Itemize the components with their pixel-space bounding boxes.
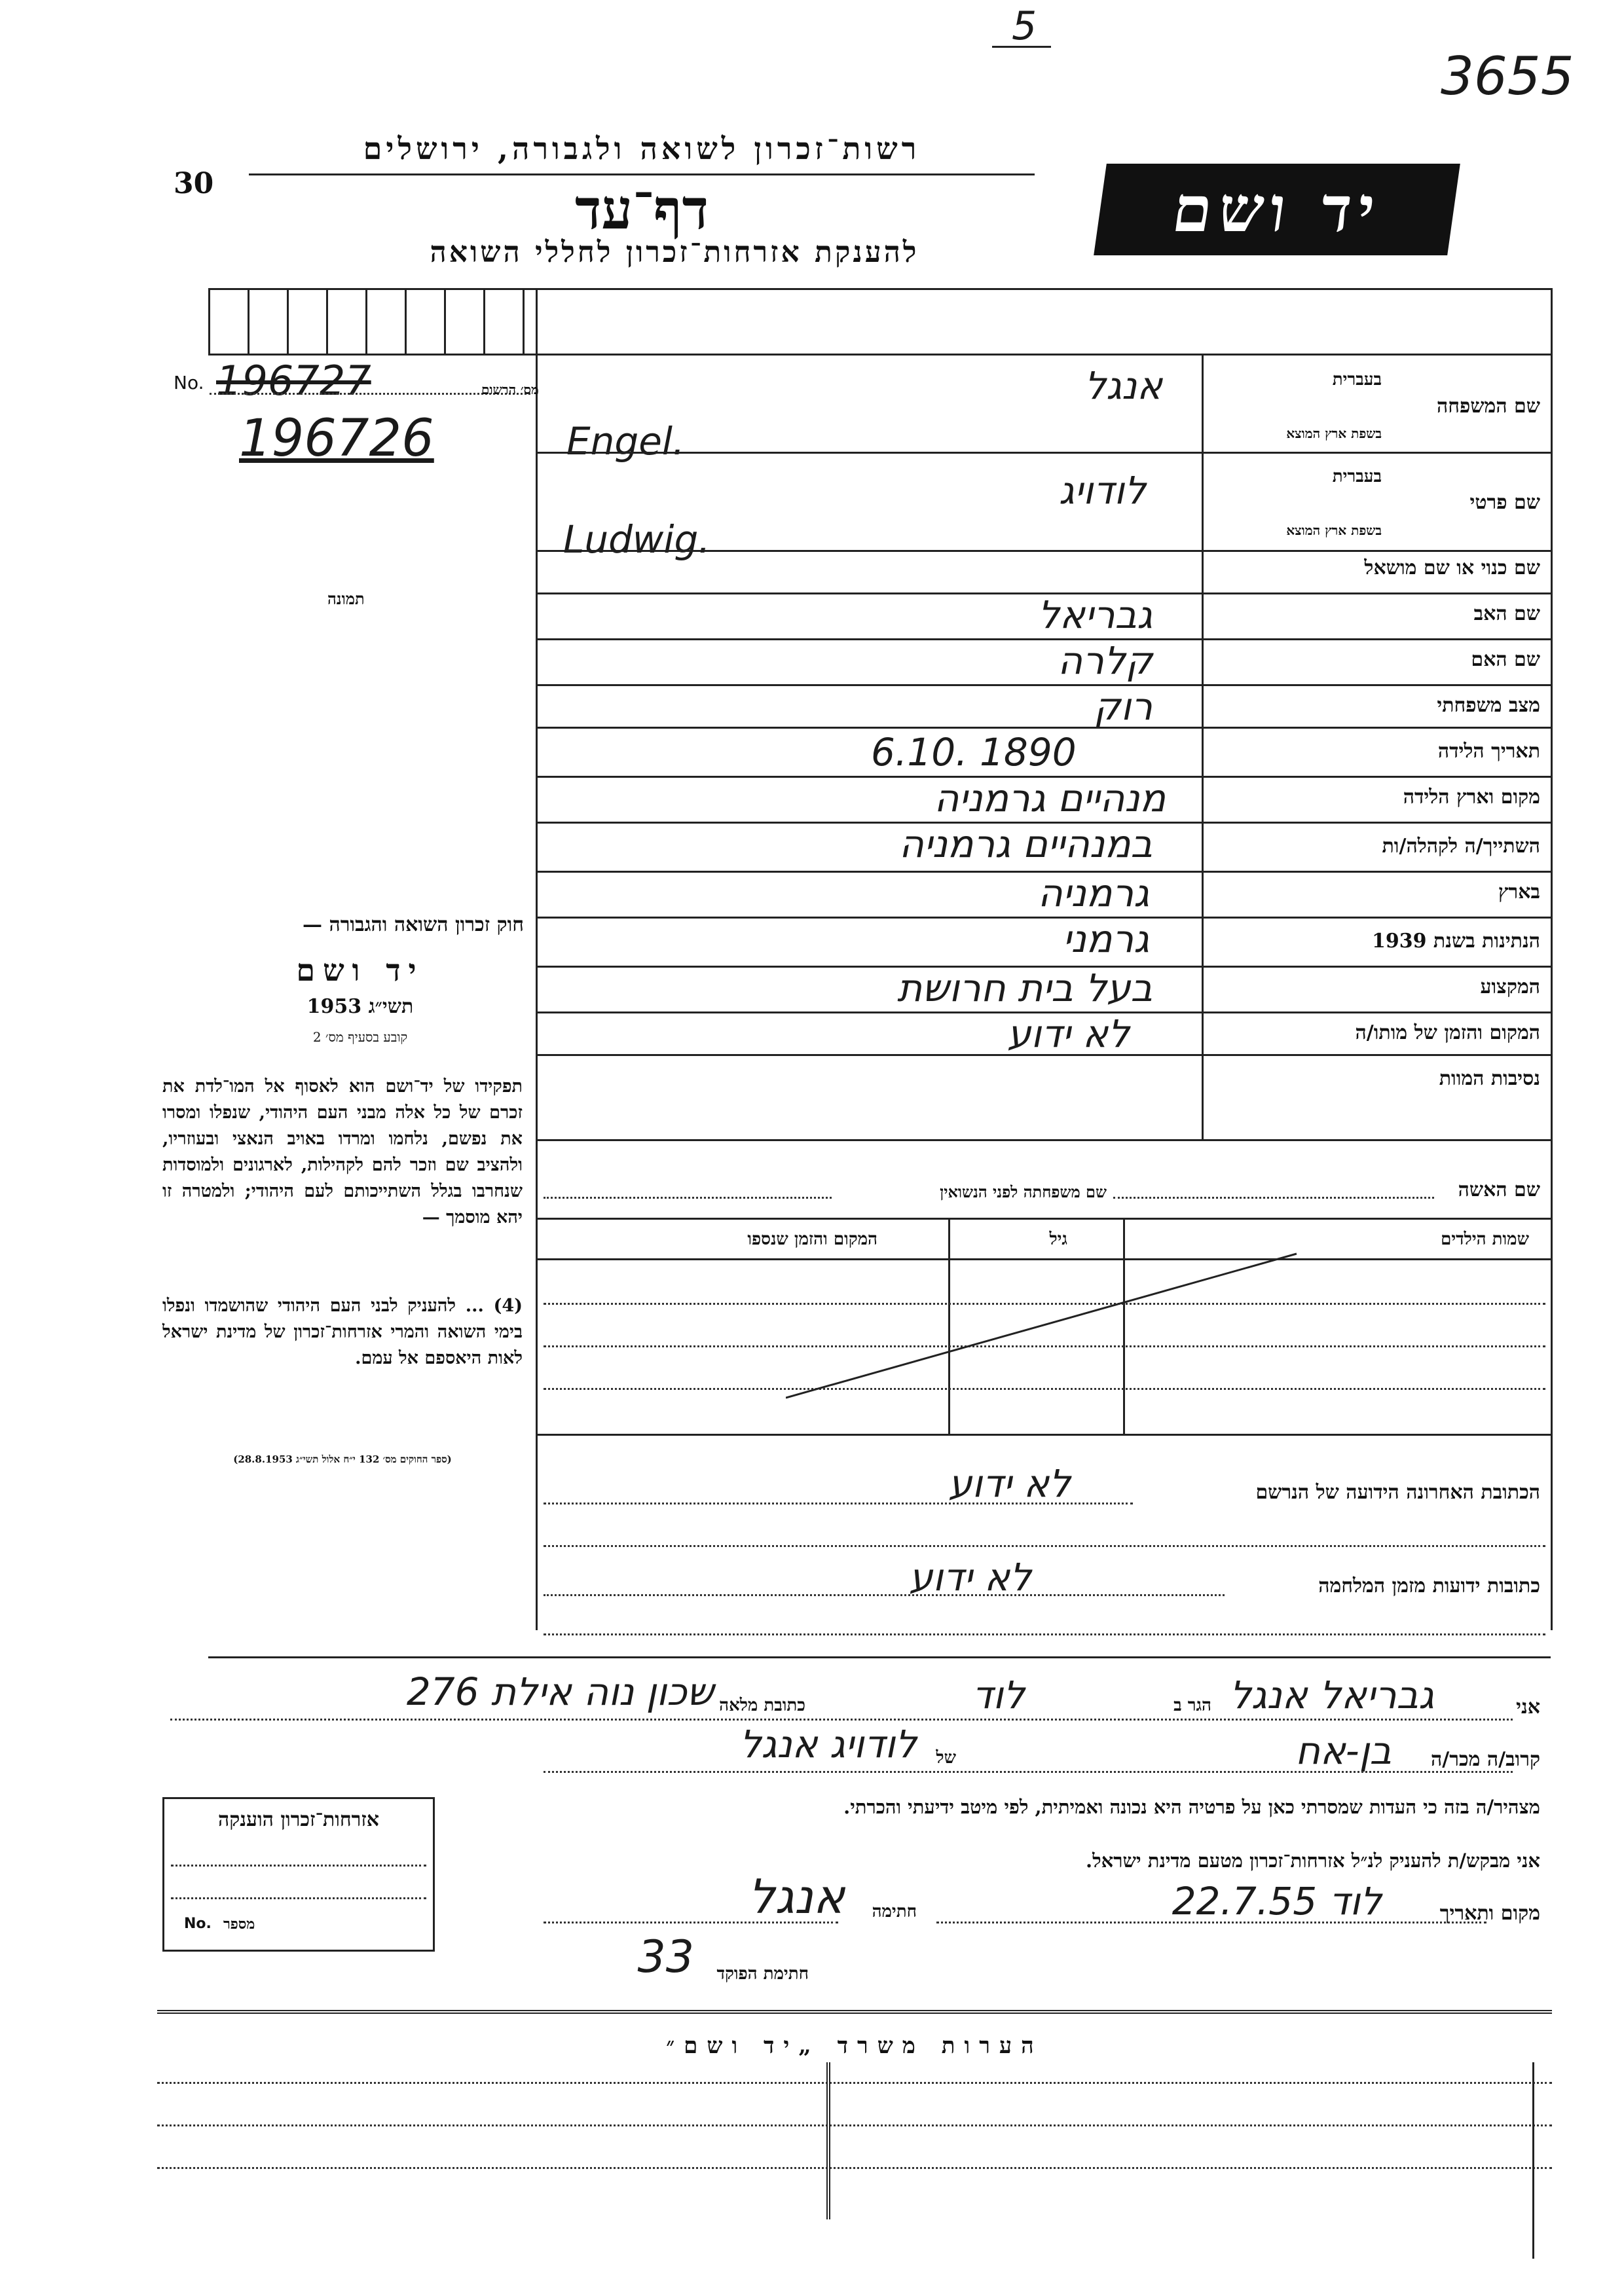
archive-number: 3655 (1441, 46, 1574, 107)
marital-status-value: רוק (1094, 684, 1153, 729)
surname-heb-sublabel: בעברית (1332, 370, 1382, 390)
declaration-text: מצהיר/ה בזה כי העדות שמסרתי כאן על פרטיה היא נכונה ואמיתית, לפי מיטב ידיעתי והכרתי. (843, 1796, 1540, 1818)
logo-text: יד ושם (1168, 172, 1386, 246)
nationality-label: הנתינות בשנת 1939 (1371, 930, 1540, 953)
award-box-title: אזרחות־זכרון הוענקה (217, 1808, 380, 1831)
relation-value: בן-אח (1295, 1728, 1392, 1773)
death-place-label: המקום והזמן של מותו/ה (1355, 1021, 1540, 1044)
form-subtitle: להענקת אזרחות־זכרון לחללי השואה (430, 236, 919, 269)
award-line (171, 1897, 426, 1899)
death-place-value: לא ידוע (1007, 1011, 1130, 1056)
profession-label: המקצוע (1480, 975, 1540, 998)
nationality-value: גרמני (1062, 917, 1149, 961)
relation-label: קרוב/ה מכר/ה (1431, 1748, 1540, 1771)
row-line (208, 1656, 1551, 1658)
signature-value: אנגל (748, 1869, 845, 1924)
law-name: יד ושם (296, 953, 424, 988)
strip-cell (326, 288, 328, 354)
place-date-value: לוד 22.7.55 (1172, 1879, 1382, 1923)
authority-title: רשות־זכרון לשואה ולגבורה, ירושלים (363, 131, 921, 166)
firstname-original-value: Ludwig. (563, 517, 710, 562)
resides-label: הגר ב (1173, 1696, 1211, 1715)
row-line (536, 1139, 1551, 1141)
reg-label: מס׳ הרשום (481, 382, 539, 397)
father-label: שם האב (1473, 602, 1540, 625)
officer-signature-value: 33 (637, 1931, 694, 1983)
strip-cell (483, 288, 485, 354)
place-line (936, 1922, 1486, 1923)
birth-date-label: תאריך הלידה (1437, 740, 1540, 763)
sidebar-divider (536, 288, 538, 1630)
strip-cell (523, 288, 525, 354)
last-address-label: הכתובת האחרונה הידועה של הנרשם (1255, 1481, 1540, 1504)
yad-vashem-logo (1094, 164, 1460, 255)
edge-mark (1532, 2062, 1534, 2259)
award-number-label: מספר (223, 1916, 255, 1933)
address-line (544, 1503, 1133, 1504)
remarks-line (157, 2167, 1552, 2169)
law-title: חוק זכרון השואה והגבורה — (303, 913, 524, 936)
full-address-value: שכון נוה אילת 276 (406, 1669, 714, 1714)
remarks-top (157, 2010, 1552, 2014)
signature-line (544, 1922, 838, 1923)
award-box (162, 1797, 435, 1952)
mother-value: קלרה (1058, 638, 1153, 683)
law-year: תשי״ג 1953 (306, 995, 414, 1018)
reg-no-label: No. (174, 372, 204, 393)
strip-bottom (208, 354, 536, 355)
surname-label: שם המשפחה (1436, 395, 1540, 418)
signature-label: חתימה (872, 1902, 917, 1922)
authority-underline (249, 173, 1035, 175)
firstname-label: שם פרטי (1469, 491, 1540, 514)
address-line (544, 1594, 1225, 1596)
full-address-label: כתובת מלאה (719, 1696, 805, 1715)
address-line (544, 1545, 1545, 1547)
remarks-title: הערות משרד „יד ושם״ (666, 2033, 1043, 2059)
photo-label: תמונה (327, 589, 365, 608)
fields-top (536, 354, 1551, 355)
address-line (544, 1633, 1545, 1635)
row-line (536, 684, 1551, 686)
community-label: השתייך/ה לקהלה/ות (1382, 835, 1540, 858)
side-number: 30 (174, 167, 214, 200)
birth-place-value: מנהיים גרמניה (934, 776, 1166, 820)
resides-value: לוד (972, 1673, 1025, 1717)
remarks-divider (826, 2062, 830, 2219)
firstname-orig-sublabel: בשפת ארץ המוצא (1286, 522, 1382, 538)
surname-original-value: Engel. (566, 419, 685, 464)
law-paragraph-1: תפקידו של יד־ושם הוא לאסוף אל המו־לדת את זכרם של כל אלה מבני העם היהודי, שנפלו ומסרו את נפשם, נלחמו ומרדו באויב הנאצי ובעוזריו, ולהציב שם וזכר להם לקהילות, לארגונים ולמוסדות שנחרבו בגלל השתייכותם לעם היהודי; ולמטרה זו יהא מוסמך — (162, 1076, 523, 1228)
remarks-line (157, 2082, 1552, 2084)
strip-cell (287, 288, 289, 354)
form-title: דף־עד (574, 177, 709, 242)
firstname-heb-sublabel: בעברית (1332, 467, 1382, 486)
wife-maiden-label: שם משפחתה לפני הנשואין (940, 1182, 1107, 1201)
children-age-header: גיל (1049, 1230, 1067, 1249)
ani-label: אני (1516, 1696, 1540, 1719)
community-value: במנהיים גרמניה (898, 822, 1153, 866)
alias-label: שם כנוי או שם מושאל (1364, 556, 1540, 579)
strike-line (786, 1247, 1310, 1404)
declarant-line (544, 1771, 1513, 1773)
profession-value: בעל בית חרושת (897, 966, 1153, 1010)
of-value: לודויג אנגל (739, 1722, 917, 1766)
law-paragraph-2: (4) ... להעניק לבני העם היהודי שהושמדו ונפלו בימי השואה והמרי אזרחות־זכרון של מדינת ישראל לאות היאספם אל עמם. (162, 1296, 523, 1368)
strip-cell (248, 288, 249, 354)
row-line (536, 1054, 1551, 1056)
surname-orig-sublabel: בשפת ארץ המוצא (1286, 426, 1382, 441)
row-line (536, 917, 1551, 919)
declarant-line (170, 1719, 1513, 1721)
children-names-header: שמות הילדים (1441, 1230, 1529, 1249)
row-line (536, 550, 1551, 552)
father-value: גבריאל (1038, 592, 1153, 637)
marital-status-label: מצב משפחתי (1437, 694, 1540, 717)
firstname-hebrew-value: לודויג (1058, 468, 1146, 513)
ani-value: גבריאל אנגל (1229, 1673, 1434, 1717)
law-citation: (ספר החוקים מס׳ 132 י״ח אלול תשי״ג 28.8.1953) (233, 1453, 452, 1465)
law-clause: קובע בסעיף מס׳ 2 (312, 1029, 408, 1045)
page-mark: 5 (1012, 3, 1037, 49)
wife-label: שם האשה (1458, 1178, 1540, 1201)
row-line (536, 638, 1551, 640)
award-no-label: No. (184, 1916, 212, 1932)
children-place-header: המקום והזמן שנספו (747, 1230, 877, 1249)
frame-right (1551, 288, 1553, 1630)
country-value: גרמניה (1037, 871, 1149, 915)
request-text: אני מבקש/ת להעניק לנ״ל אזרחות־זכרון מטעם מדינת ישראל. (1086, 1850, 1540, 1872)
birth-date-value: 6.10. 1890 (871, 730, 1077, 774)
frame-left-top (208, 288, 210, 354)
place-date-label: מקום ותאריך (1439, 1902, 1540, 1925)
remarks-line (157, 2124, 1552, 2126)
strip-cell (444, 288, 446, 354)
war-address-label: כתובות ידועות מזמן המלחמה (1318, 1575, 1540, 1597)
birth-place-label: מקום וארץ הלידה (1403, 786, 1540, 809)
of-label: של (936, 1748, 956, 1768)
surname-hebrew-value: אנגל (1084, 363, 1162, 408)
row-line (536, 1218, 1551, 1220)
reg-number-crossed: 196727 (216, 357, 371, 405)
strip-cell (405, 288, 407, 354)
page-mark-underline (992, 46, 1051, 48)
award-line (171, 1865, 426, 1867)
war-address-value: לא ידוע (909, 1555, 1031, 1599)
country-label: בארץ (1498, 881, 1540, 903)
last-address-value: לא ידוע (948, 1461, 1071, 1506)
row-line (536, 1434, 1551, 1436)
wife-line (1113, 1197, 1434, 1199)
reg-number: 196726 (239, 409, 434, 468)
row-line (536, 727, 1551, 729)
mother-label: שם האם (1471, 648, 1540, 671)
row-line (536, 452, 1551, 454)
label-divider (1202, 354, 1204, 1139)
death-circumstances-label: נסיבות המוות (1439, 1067, 1540, 1090)
strip-cell (365, 288, 367, 354)
maiden-line (544, 1197, 832, 1199)
frame-top (208, 288, 1551, 290)
officer-signature-label: חתימת הפוקד (716, 1964, 809, 1984)
